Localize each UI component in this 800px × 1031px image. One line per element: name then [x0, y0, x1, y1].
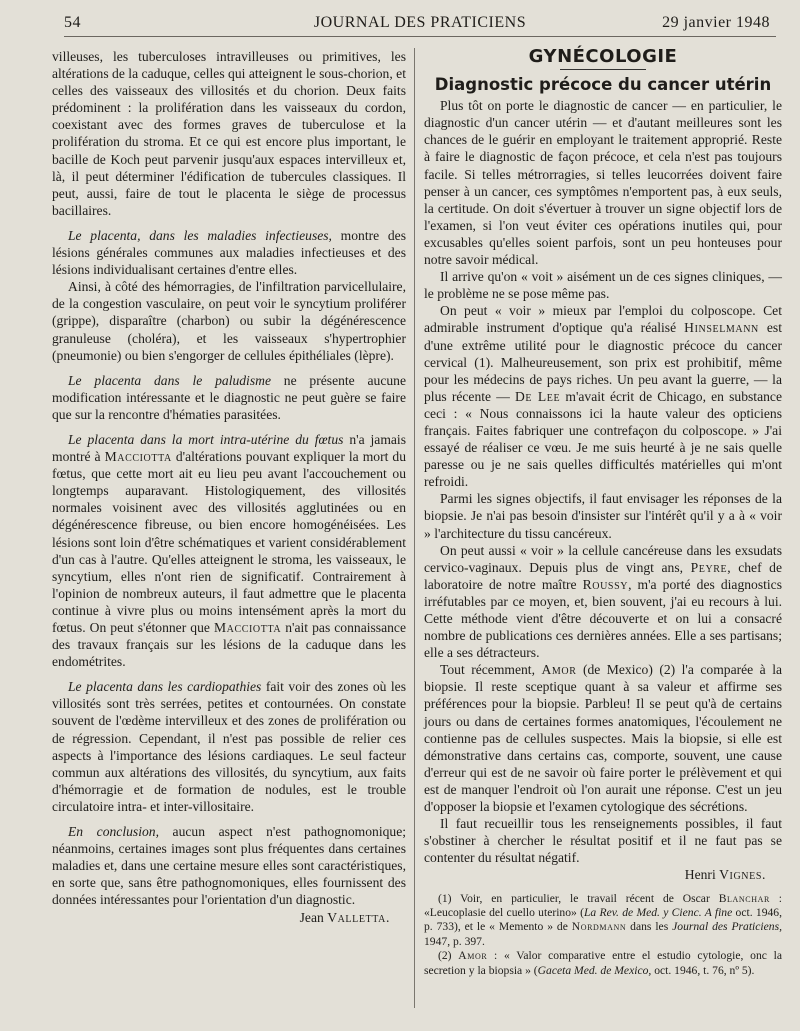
page-number: 54	[64, 14, 81, 31]
paragraph: Il faut recueillir tous les renseignements possibles, il faut s'obstiner à chercher le résultat positif et il ne faut pas se contenter du résultat négatif.	[424, 816, 782, 866]
emphasis: En conclusion,	[68, 824, 159, 840]
author-name: Hinselmann	[684, 320, 759, 336]
emphasis: Le placenta dans les cardiopathies	[68, 679, 262, 695]
right-column	[424, 48, 782, 978]
paragraph: En conclusion, aucun aspect n'est pathognomonique; néanmoins, certaines images sont plus fréquentes dans certaines maladies et, dans une certaine mesure elles sont caractéristiques, en sorte que, sans être pathognomoniques, elles fournissent des données intéressantes pour l'orientation d'un diagnostic.	[52, 824, 406, 908]
paragraph: Le placenta dans la mort intra-utérine du fœtus n'a jamais montré à Macciotta d'altérations pouvant expliquer la mort du fœtus, que cette mort ait eu lieu peu avant l'accouchement ou longtemps auparavant. Histologiquement, des villosités normales voisinent avec des villosités agglutinées ou en dégénérescence fibreuse, ou bien encore homogénéisées. Les lésions sont loin d'être schématiques et varient considérablement d'un cas à l'autre. Qu'elles atteignent le stroma, les vaisseaux, le syncytium, elles n'ont rien de significatif. Contrairement à l'opinion de nombreux auteurs, il faut admettre que le placenta continue à vivre plus ou moins intensément après la mort du fœtus. On peut s'étonner que Macciotta n'ait pas connaissance des travaux français sur les lésions de la caduque dans les endométrites.	[52, 431, 406, 670]
paragraph: Il arrive qu'on « voit » aisément un de ces signes cliniques, — le problème ne se pose même pas.	[424, 269, 782, 302]
column-divider	[414, 48, 415, 1008]
paragraph: Le placenta, dans les maladies infectieuses, montre des lésions générales communes aux maladies infectieuses et des lésions individualisant certaines d'entre elles.	[52, 227, 406, 278]
running-head	[64, 10, 776, 37]
paragraph: Ainsi, à côté des hémorragies, de l'infiltration parvicellulaire, de la congestion vasculaire, on peut voir le syncytium proliférer (grippe), disparaître (charbon) ou subir la dégénérescence granuleuse (choléra), et les vaisseaux s'hypertrophier (pneumonie) ou bien s'engorger de cellules épithéliales (lèpre).	[52, 279, 406, 363]
section-heading: GYNÉCOLOGIE	[528, 46, 678, 67]
emphasis: Le placenta dans le paludisme	[68, 372, 271, 388]
signature: Henri Vignes.	[684, 867, 766, 883]
paragraph: villeuses, les tuberculoses intravilleuses ou primitives, les altérations de la caduque, celles qui atteignent le sous-chorion, et celles des vaisseaux des villosités et du chorion. Deux faits prédominent : la prolifération dans les vaisseaux du cordon, coexistant avec des formes graves de tuberculose et la prolifération du stroma. Et ce qui est encore plus important, le bacille de Koch peut parvenir jusqu'aux espaces intervilleux et, là, il peut déterminer l'édification de tubercules classiques. Il peut, aussi, faire de tout le placenta le siège de processus bacillaires.	[52, 49, 406, 218]
issue-date: 29 janvier 1948	[662, 14, 770, 31]
paragraph: Le placenta dans les cardiopathies fait voir des zones où les villosités sont très serrées, petites et contournées. On constate souvent de l'œdème intervilleux et des zones de prolifération ou de régression. Cependant, il n'est pas possible de relier ces aspects à l'importance des lésions cardiaques. Le seul facteur commun aux altérations des villosités, du syncytium, aux faits d'hémorragie et de formation de nodules, est le trouble circulatoire intra- et inter-villositaire.	[52, 679, 407, 814]
paragraph: Plus tôt on porte le diagnostic de cancer — en particulier, le diagnostic d'un cancer utérin — et d'autant meilleures sont les chances de le guérir en employant le traitement approprié. Reste à faire le diagnostic de façon précoce, et cela n'est pas toujours facile. Si telles métrorragies, si telles leucorrées doivent faire penser à un cancer, ces symptômes n'emportent pas, à eux seuls, la certitude. On doit s'évertuer à trouver un signe objectif lors de l'examen, si l'on veut éviter ces opérations inutiles qui, pour excusables qu'elles soient parfois, sont un peu honteuses pour notre savoir médical.	[424, 98, 782, 268]
paragraph: Parmi les signes objectifs, il faut envisager les réponses de la biopsie. Je n'ai pas besoin d'insister sur l'intérêt qu'il y a à « voir » l'architecture du tissu cancéreux.	[424, 491, 782, 541]
article-title: Diagnostic précoce du cancer utérin	[434, 75, 772, 95]
footnotes	[424, 892, 782, 978]
section-rule	[560, 69, 646, 70]
left-column	[52, 48, 406, 926]
author-name: Amor	[541, 662, 577, 678]
journal-title: JOURNAL DES PRATICIENS	[313, 14, 527, 31]
footnote: (1) Voir, en particulier, le travail récent de Oscar Blanchar : «Leucoplasie del cuello uterino» (La Rev. de Med. y Cienc. A fine oct. 1946, p. 733), et le « Memento » de Nordmann dans les Journal des Praticiens, 1947, p. 397.	[424, 891, 783, 948]
paragraph: On peut « voir » mieux par l'emploi du colposcope. Cet admirable instrument d'optique qu'a réalisé Hinselmann est d'une extrême utilité pour le diagnostic précoce du cancer cervical (1). Malheureusement, son prix est prohibitif, même pour les médecins de pays riches. Un peu avant la guerre, — la plus récente — De Lee m'avait écrit de Chicago, en substance ceci : « Nous connaissons ici la haute valeur des opticiens français. Faites fabriquer une contrefaçon du colposcope. » J'ai essayé de réaliser ce vœu. Je me suis heurté à je ne sais quelle paresse ou je ne sais quelles difficultés matérielles qui m'ont refroidi.	[424, 303, 782, 490]
author-name: Roussy	[582, 576, 629, 592]
author-name: Macciotta	[213, 620, 282, 635]
author-name: Macciotta	[104, 449, 172, 465]
paragraph: Le placenta dans le paludisme ne présente aucune modification intéressante et le diagnostic ne peut guère se faire que sur la rencontre d'hématies parasitées.	[52, 372, 406, 422]
signature: Jean Valletta.	[299, 909, 390, 925]
footnote: (2) Amor : « Valor comparative entre el estudio cytologie, onc la secretion y la biopsia » (Gaceta Med. de Mexico, oct. 1946, t. 76, nº 5).	[424, 949, 782, 977]
paragraph: Tout récemment, Amor (de Mexico) (2) l'a comparée à la biopsie. Il reste sceptique quant à sa valeur et affirme ses préférences pour la biopsie. Parbleu! Il se peut qu'à de certains jours ou dans de certaines formes anatomiques, l'écoulement ne contienne pas de cellules suspectes. Mais la biopsie, si elle est démonstrative dans certains cas, comporte, souvent, une cause d'erreur qui est de ne savoir où faire porter le prélèvement et qui est de manquer l'endroit où l'on aurait une réponse. C'est un jeu d'opposer la biopsie et l'examen cytologique des sécrétions.	[424, 662, 782, 815]
paragraph: On peut aussi « voir » la cellule cancéreuse dans les exsudats cervico-vaginaux. Depuis plus de vingt ans, Peyre, chef de laboratoire de notre maître Roussy, m'a porté des diagnostics irréfutables par ce moyen, et, bien souvent, j'ai eu recours à lui. Cette méthode vient d'être découverte et on lui a consacré nombre de publications ces dernières années. Elle a ses partisans; elle a ses détracteurs.	[424, 542, 783, 661]
author-name: Peyre	[690, 559, 728, 575]
emphasis: Le placenta dans la mort intra-utérine du fœtus	[68, 431, 344, 447]
author-name: De Lee	[514, 388, 561, 404]
emphasis: Le placenta, dans les maladies infectieuses,	[68, 227, 332, 243]
